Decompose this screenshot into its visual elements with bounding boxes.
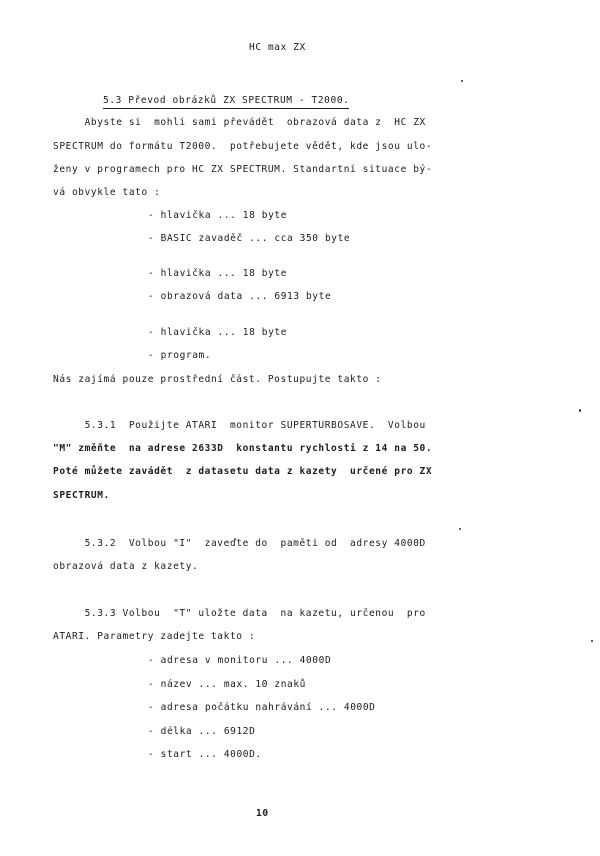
list-item: - délka ... 6912D	[148, 726, 256, 737]
list-item: - adresa v monitoru ... 4000D	[148, 655, 332, 666]
step-2-line-1: 5.3.2 Volbou "I" zaveďte do paměti od adresy 4000D	[53, 538, 426, 549]
list-item: - hlavička ... 18 byte	[148, 327, 288, 338]
page-number: 10	[256, 808, 269, 819]
intro-line-4: vá obvykle tato :	[53, 187, 161, 198]
scan-speck	[461, 80, 463, 82]
list-item: - program.	[148, 350, 212, 361]
summary-line: Nás zajímá pouze prostřední část. Postupujte takto :	[53, 374, 382, 385]
list-item: - BASIC zavaděč ... cca 350 byte	[148, 233, 351, 244]
intro-line-1: Abyste si mohli sami převádět obrazová data z HC ZX	[53, 117, 426, 128]
list-item: - hlavička ... 18 byte	[148, 268, 288, 279]
step-1-line-1: 5.3.1 Použijte ATARI monitor SUPERTURBOSAVE. Volbou	[53, 420, 426, 431]
scan-speck	[459, 528, 461, 530]
step-1-line-3: Poté můžete zavádět z datasetu data z kazety určené pro ZX	[53, 466, 433, 477]
step-1-line-2: "M" změňte na adrese 2633D konstantu rychlosti z 14 na 50.	[53, 443, 433, 454]
scan-speck	[591, 640, 593, 642]
step-2-line-2: obrazová data z kazety.	[53, 561, 199, 572]
list-item: - start ... 4000D.	[148, 749, 262, 760]
step-3-line-2: ATARI. Parametry zadejte takto :	[53, 631, 256, 642]
intro-line-3: ženy v programech pro HC ZX SPECTRUM. Standartní situace bý-	[53, 164, 433, 175]
step-1-line-4: SPECTRUM.	[53, 490, 110, 501]
list-item: - název ... max. 10 znaků	[148, 679, 306, 690]
step-3-line-1: 5.3.3 Volbou "T" uložte data na kazetu, určenou pro	[53, 608, 426, 619]
list-item: - obrazová data ... 6913 byte	[148, 291, 332, 302]
intro-line-2: SPECTRUM do formátu T2000. potřebujete vědět, kde jsou ulo-	[53, 141, 433, 152]
page-header: HC max ZX	[249, 42, 306, 53]
section-title: 5.3 Převod obrázků ZX SPECTRUM - T2000.	[103, 95, 349, 109]
scan-speck	[579, 409, 581, 412]
list-item: - adresa počátku nahrávání ... 4000D	[148, 702, 376, 713]
list-item: - hlavička ... 18 byte	[148, 210, 288, 221]
